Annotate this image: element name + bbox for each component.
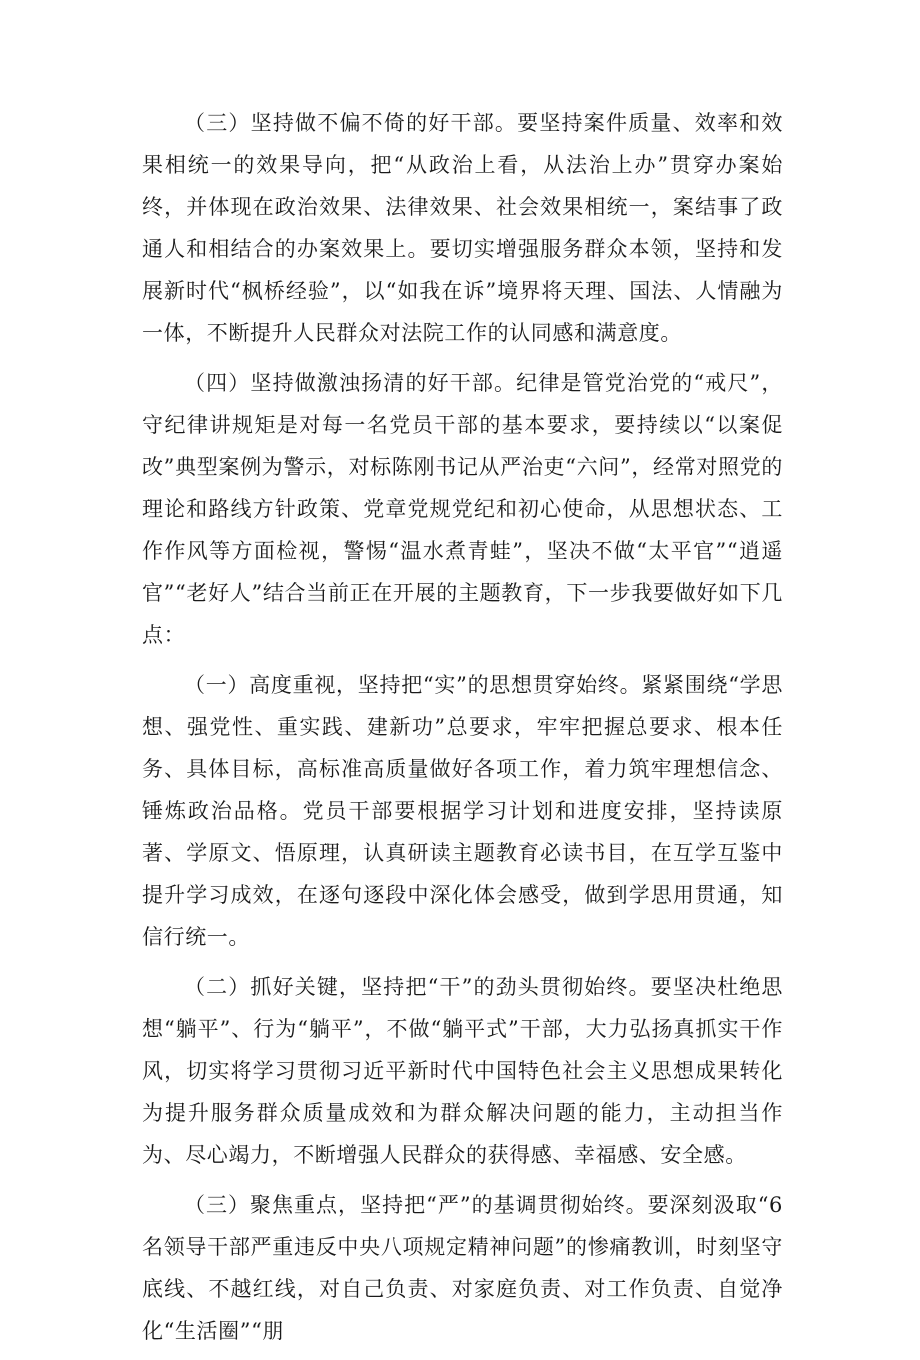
paragraph-3-impartial: （三）坚持做不偏不倚的好干部。要坚持案件质量、效率和效果相统一的效果导向，把“从政治上看，从法治上办”贯穿办案始终，并体现在政治效果、法律效果、社会效果相统一，案结事了政通人和相结合的办案效果上。要切实增强服务群众本领，坚持和发展新时代“枫桥经验”，以“如我在诉”境界将天理、国法、人情融为一体，不断提升人民群众对法院工作的认同感和满意度。 <box>142 111 783 345</box>
paragraph-3-focus: （三）聚焦重点，坚持把“严”的基调贯彻始终。要深刻汲取“6名领导干部严重违反中央八项规定精神问题”的惨痛教训，时刻坚守底线、不越红线，对自己负责、对家庭负责、对工作负责、自觉净化“生活圈”“朋 <box>142 1193 783 1343</box>
document-body <box>142 102 783 1360</box>
paragraph-2-key-points: （二）抓好关键，坚持把“干”的劲头贯彻始终。要坚决杜绝思想“躺平”、行为“躺平”，不做“躺平式”干部，大力弘扬真抓实干作风，切实将学习贯彻习近平新时代中国特色社会主义思想成果转化为提升服务群众质量成效和为群众解决问题的能力，主动担当作为、尽心竭力，不断增强人民群众的获得感、幸福感、安全感。 <box>142 975 783 1167</box>
paragraph-4-discipline: （四）坚持做激浊扬清的好干部。纪律是管党治党的“戒尺”，守纪律讲规矩是对每一名党员干部的基本要求，要持续以“以案促改”典型案例为警示，对标陈刚书记从严治吏“六问”，经常对照党的理论和路线方针政策、党章党规党纪和初心使命，从思想状态、工作作风等方面检视，警惕“温水煮青蛙”，坚决不做“太平官”“逍遥官”“老好人”结合当前正在开展的主题教育，下一步我要做好如下几点： <box>142 371 783 647</box>
paragraph-1-attention: （一）高度重视，坚持把“实”的思想贯穿始终。紧紧围绕“学思想、强党性、重实践、建新功”总要求，牢牢把握总要求、根本任务、具体目标，高标准高质量做好各项工作，着力筑牢理想信念、锤炼政治品格。党员干部要根据学习计划和进度安排，坚持读原著、学原文、悟原理，认真研读主题教育必读书目，在互学互鉴中提升学习成效，在逐句逐段中深化体会感受，做到学思用贯通，知信行统一。 <box>142 673 783 949</box>
